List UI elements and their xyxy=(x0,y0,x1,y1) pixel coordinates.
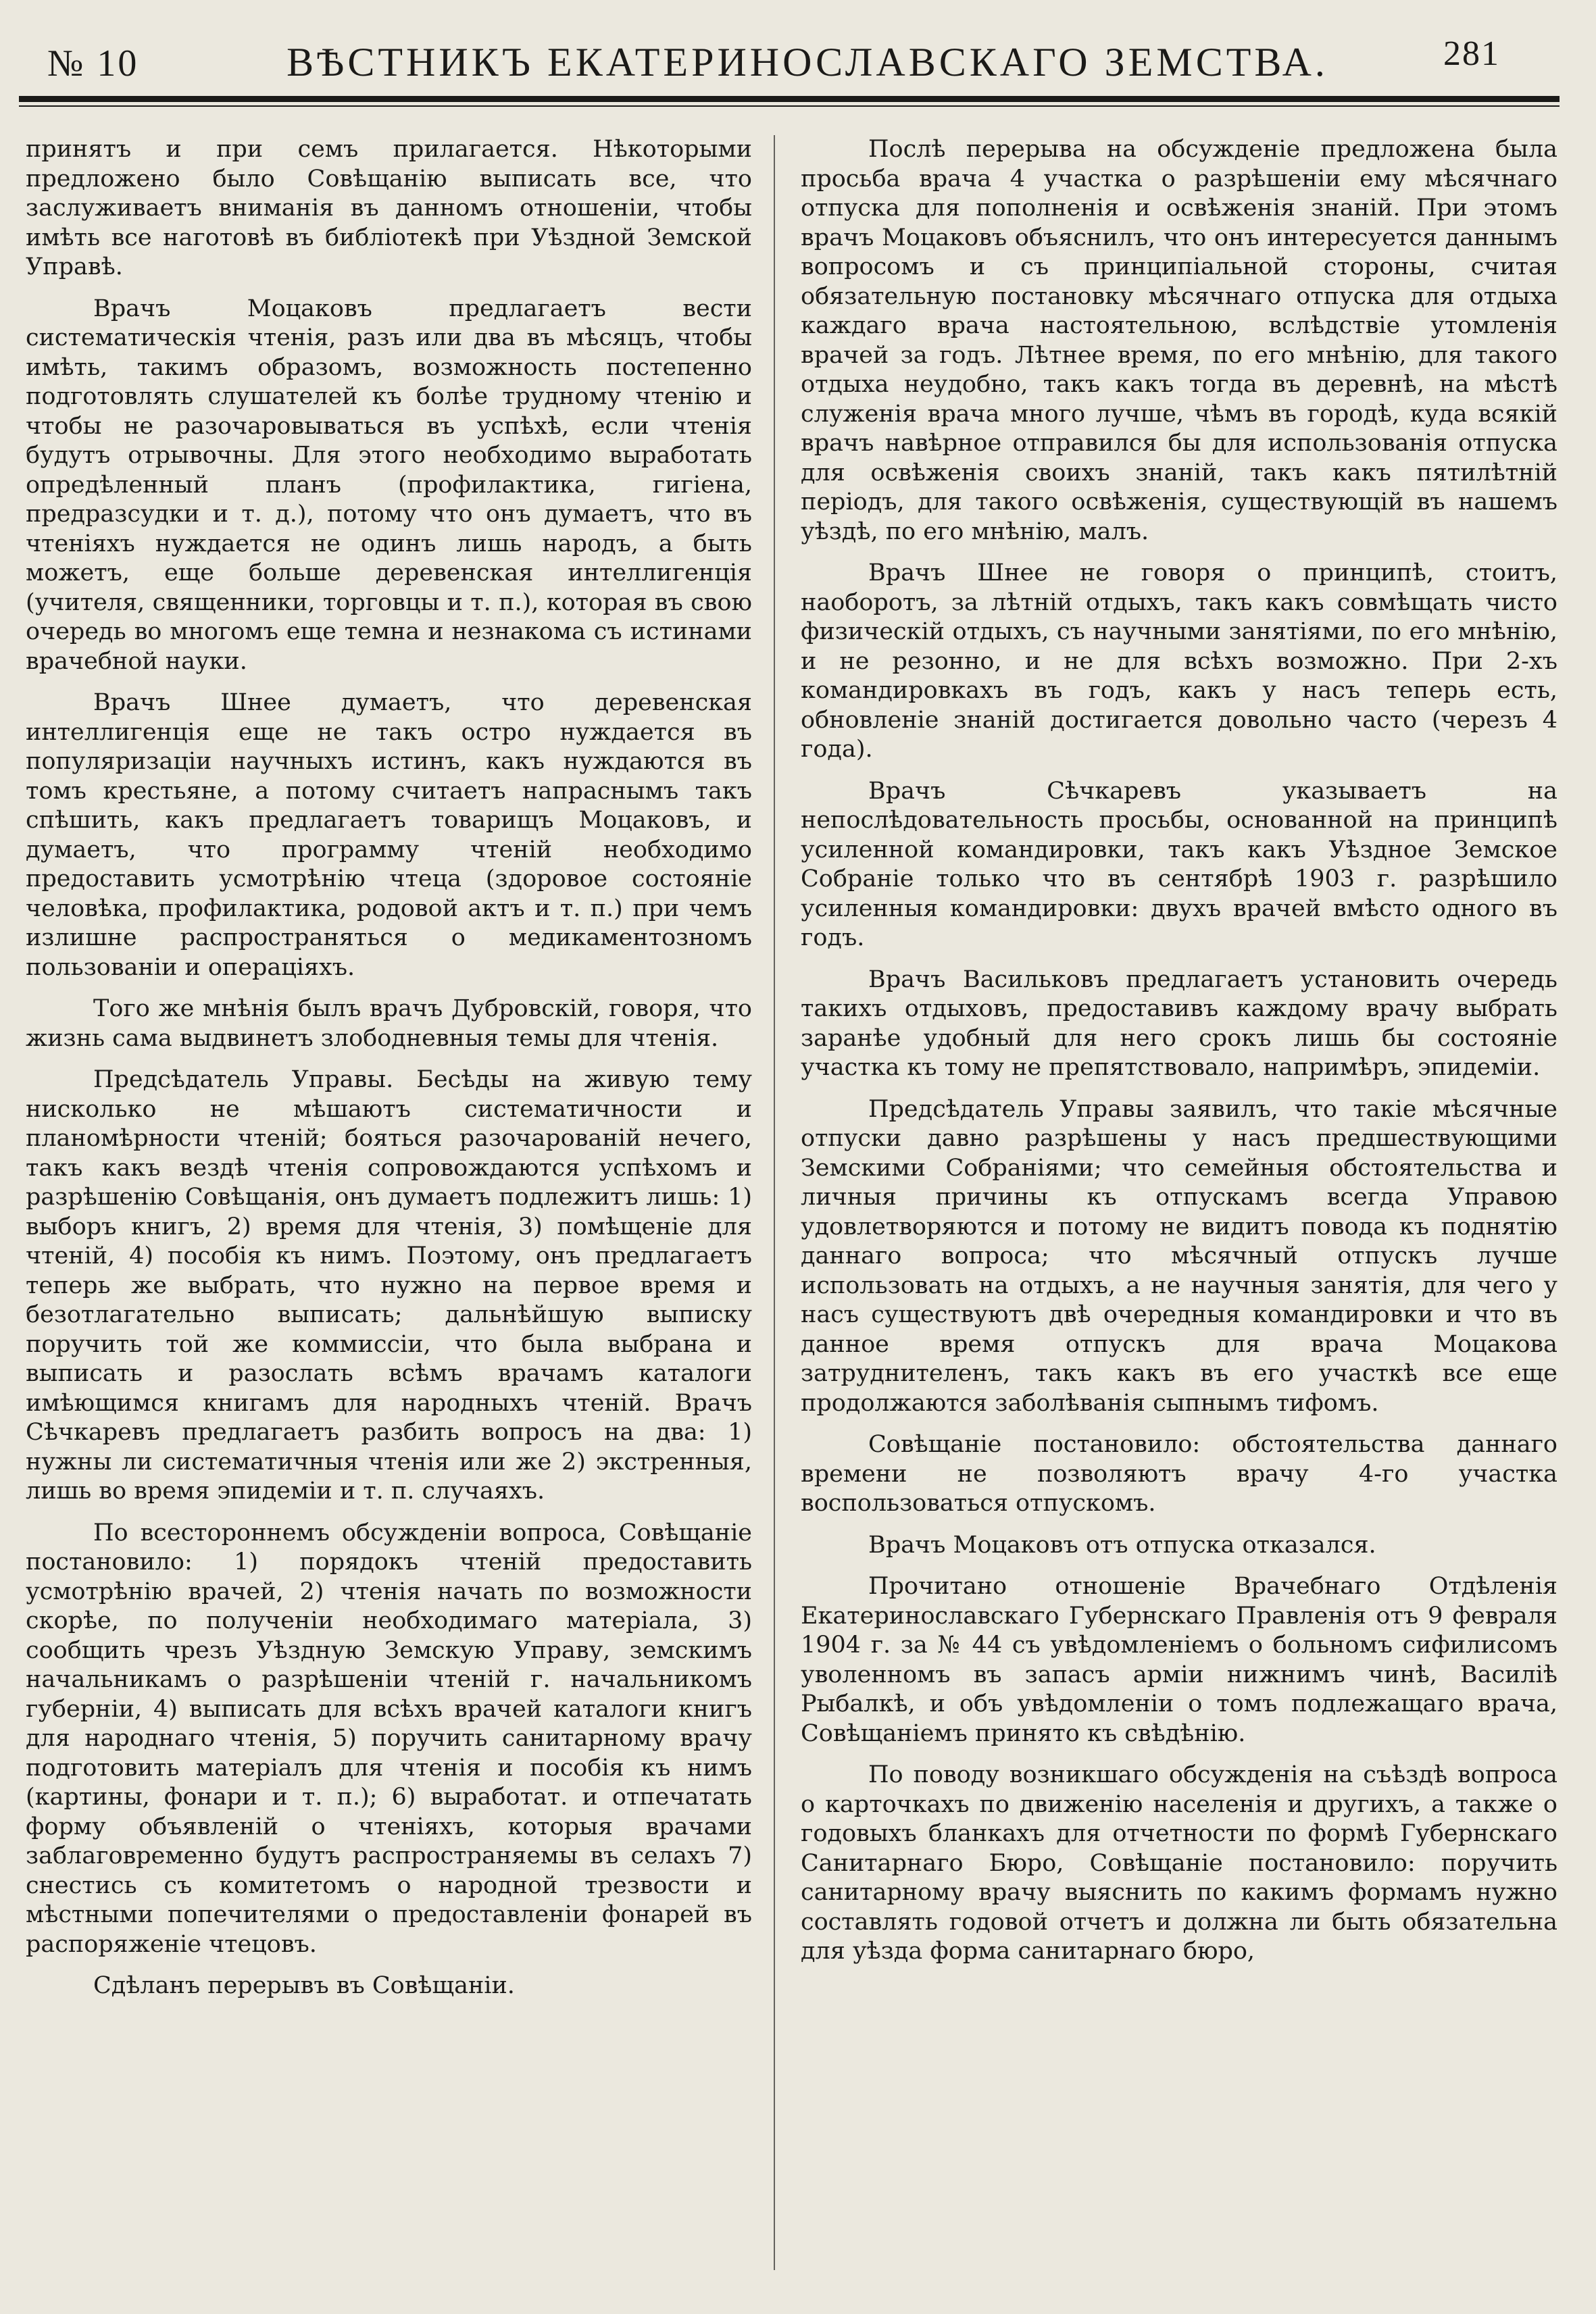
paragraph: Предсѣдатель Управы. Бесѣды на живую тему нисколько не мѣшаютъ систематичности и планомѣрности чтеній; бояться разочарованій нечего, такъ какъ вездѣ чтенія сопровождаются успѣхомъ и разрѣшенію Совѣщанія, онъ думаетъ подлежитъ лишь: 1) выборъ книгъ, 2) время для чтенія, 3) помѣщеніе для чтеній, 4) пособія къ нимъ. Поэтому, онъ предлагаетъ теперь же выбрать, что нужно на первое время и безотлагательно выписать; дальнѣйшую выписку поручить той же коммиссіи, что была выбрана и выписать и разослать всѣмъ врачамъ каталоги имѣющимся книгамъ для народныхъ чтеній. Врачъ Сѣчкаревъ предлагаетъ разбить вопросъ на два: 1) нужны ли систематичныя чтенія или же 2) экстренныя, лишь во время эпидеміи и т. п. случаяхъ. xyxy=(26,1066,752,1505)
issue-number: № 10 xyxy=(47,43,139,84)
paragraph: Послѣ перерыва на обсужденіе предложена была просьба врача 4 участка о разрѣшеніи ему мѣсячнаго отпуска для пополненія и освѣженія знаній. При этомъ врачъ Моцаковъ объяснилъ, что онъ интересуется даннымъ вопросомъ и съ принципіальной стороны, считая обязательную постановку мѣсячнаго отпуска для отдыха каждаго врача настоятельною, вслѣдствіе утомленія врачей за годъ. Лѣтнее время, по его мнѣнію, для такого отдыха неудобно, такъ какъ тогда въ деревнѣ, на мѣстѣ служенія врача много лучше, чѣмъ въ городѣ, куда всякій врачъ навѣрное отправился бы для использованія отпуска для освѣженія своихъ знаній, такъ какъ пятилѣтній періодъ, для такого освѣженія, существующій въ нашемъ уѣздѣ, по его мнѣнію, малъ. xyxy=(801,136,1557,545)
paragraph: Врачъ Моцаковъ отъ отпуска отказался. xyxy=(868,1531,1376,1559)
right-column xyxy=(801,135,1557,2284)
page-number: 281 xyxy=(1443,34,1500,73)
paragraph: По всестороннемъ обсужденіи вопроса, Совѣщаніе постановило: 1) порядокъ чтеній предоставить усмотрѣнію врачей, 2) чтенія начать по возможности скорѣе, по полученіи необходимаго матеріала, 3) сообщить чрезъ Уѣздную Земскую Управу, земскимъ начальникамъ о разрѣшеніи чтеній г. начальникомъ губерніи, 4) выписать для всѣхъ врачей каталоги книгъ для народнаго чтенія, 5) поручить санитарному врачу подготовить матеріалъ для чтенія и пособія къ нимъ (картины, фонари и т. п.); 6) выработат. и отпечатать форму объявленій о чтеніяхъ, которыя врачами заблаговременно будутъ распространяемы въ селахъ 7) снестись съ комитетомъ о народной трезвости и мѣстными попечителями о предоставленіи фонарей въ распоряженіе чтецовъ. xyxy=(26,1519,752,1958)
page-header xyxy=(47,27,1547,101)
left-column xyxy=(26,135,752,2284)
paragraph: Врачъ Сѣчкаревъ указываетъ на непослѣдовательность просьбы, основанной на принципѣ усиленной командировки, такъ какъ Уѣздное Земское Собраніе только что въ сентябрѣ 1903 г. разрѣшило усиленныя командировки: двухъ врачей вмѣсто одного въ годъ. xyxy=(801,777,1557,951)
header-rule-thin xyxy=(19,105,1560,107)
paragraph: Врачъ Моцаковъ предлагаетъ вести систематическія чтенія, разъ или два въ мѣсяцъ, чтобы имѣть, такимъ образомъ, возможность постепенно подготовлять слушателей къ болѣе трудному чтенію и чтобы не разочаровываться въ успѣхѣ, если чтенія будутъ отрывочны. Для этого необходимо выработать опредѣленный планъ (профилактика, гигіена, предразсудки и т. д.), потому что онъ думаетъ, что въ чтеніяхъ нуждается не одинъ лишь народъ, а быть можетъ, еще больше деревенская интеллигенція (учителя, священники, торговцы и т. п.), которая въ свою очередь во многомъ еще темна и незнакома съ истинами врачебной науки. xyxy=(26,295,752,675)
header-rule-thick xyxy=(19,96,1560,102)
paragraph: Врачъ Васильковъ предлагаетъ установить очередь такихъ отдыховъ, предоставивъ каждому врачу выбрать заранѣе удобный для него срокъ лишь бы состояніе участка къ тому не препятствовало, напримѣръ, эпидеміи. xyxy=(801,965,1557,1081)
paragraph: Прочитано отношеніе Врачебнаго Отдѣленія Екатеринославскаго Губернскаго Правленія отъ 9 февраля 1904 г. за № 44 съ увѣдомленіемъ о больномъ сифилисомъ уволенномъ въ запасъ арміи нижнимъ чинѣ, Василіѣ Рыбалкѣ, и объ увѣдомленіи о томъ подлежащаго врача, Совѣщаніемъ принято къ свѣдѣнію. xyxy=(801,1573,1557,1747)
paragraph: Врачъ Шнее не говоря о принципѣ, стоитъ, наоборотъ, за лѣтній отдыхъ, такъ какъ совмѣщать чисто физическій отдыхъ, съ научными занятіями, по его мнѣнію, и не резонно, и не для всѣхъ возможно. При 2-хъ командировкахъ въ годъ, какъ у насъ теперь есть, обновленіе знаній достигается довольно часто (черезъ 4 года). xyxy=(801,559,1557,763)
paragraph: По поводу возникшаго обсужденія на съѣздѣ вопроса о карточкахъ по движенію населенія и другихъ, а также о годовыхъ бланкахъ для отчетности по формѣ Губернскаго Санитарнаго Бюро, Совѣщаніе постановило: поручить санитарному врачу выяснить по какимъ формамъ нужно составлять годовой отчетъ и должна ли быть обязательна для уѣзда форма санитарнаго бюро, xyxy=(801,1761,1557,1965)
paragraph: Сдѣланъ перерывъ въ Совѣщаніи. xyxy=(93,1972,515,1999)
column-divider xyxy=(774,135,775,2270)
paragraph: Того же мнѣнія былъ врачъ Дубровскій, говоря, что жизнь сама выдвинетъ злободневныя темы для чтенія. xyxy=(26,995,752,1052)
journal-title: ВѢСТНИКЪ ЕКАТЕРИНОСЛАВСКАГО ЗЕМСТВА. xyxy=(286,40,1328,84)
paragraph: принятъ и при семъ прилагается. Нѣкоторыми предложено было Совѣщанію выписать все, что заслуживаетъ вниманія въ данномъ отношеніи, чтобы имѣть все наготовѣ въ библіотекѣ при Уѣздной Земской Управѣ. xyxy=(26,136,752,280)
paragraph: Предсѣдатель Управы заявилъ, что такіе мѣсячные отпуски давно разрѣшены у насъ предшествующими Земскими Собраніями; что семейныя обстоятельства и личныя причины къ отпускамъ всегда Управою удовлетворяются и потому не видитъ повода къ поднятію даннаго вопроса; что мѣсячный отпускъ лучше использовать на отдыхъ, а не научныя занятія, для чего у насъ существуютъ двѣ очередныя командировки и что въ данное время отпускъ для врача Моцакова затруднителенъ, такъ какъ въ его участкѣ все еще продолжаются заболѣванія сыпнымъ тифомъ. xyxy=(801,1095,1557,1417)
paragraph: Врачъ Шнее думаетъ, что деревенская интеллигенція еще не такъ остро нуждается въ популяризаціи научныхъ истинъ, какъ нуждаются въ томъ крестьяне, а потому считаетъ напраснымъ такъ спѣшить, какъ предлагаетъ товарищъ Моцаковъ, и думаетъ, что программу чтеній необходимо предоставить усмотрѣнію чтеца (здоровое состояніе человѣка, профилактика, родовой актъ и т. п.) при чемъ излишне распространяться о медикаментозномъ пользованіи и операціяхъ. xyxy=(26,689,752,981)
paragraph: Совѣщаніе постановило: обстоятельства даннаго времени не позволяютъ врачу 4-го участка воспользоваться отпускомъ. xyxy=(801,1431,1557,1517)
